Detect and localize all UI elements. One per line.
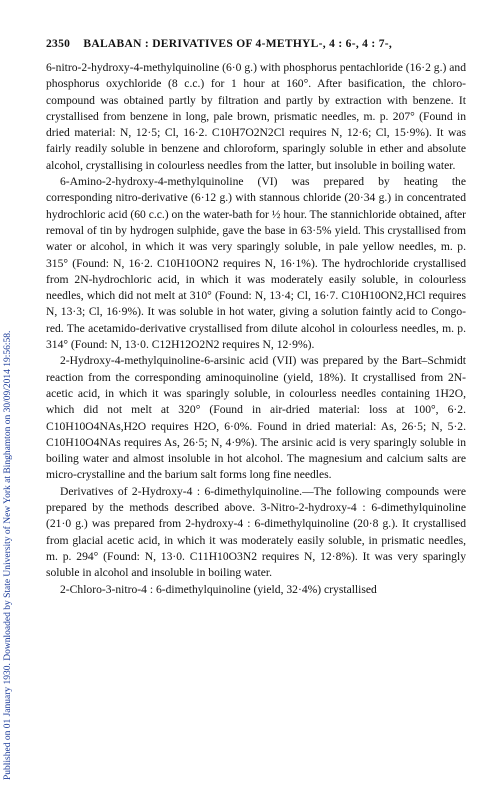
paragraph-dimethylquinoline-derivatives: Derivatives of 2-Hydroxy-4 : 6-dimethylquinoline.—The following compounds were prepared by the methods described above. 3-Nitro-2-hydroxy-4 : 6-dimethylquinoline (21·0 g.) was prepared from 2-hydroxy-4 : 6-dimethylquinoline (20·8 g.). It crystallised from glacial acetic acid, in which it was moderately easily soluble, in prismatic needles, m. p. 294° (Found: N, 13·0. C11H10O3N2 requires N, 12·8%). It was very sparingly soluble in alcohol and insoluble in boiling water.	[46, 484, 466, 580]
running-head	[46, 38, 466, 50]
download-watermark: Published on 01 January 1930. Downloaded by State University of New York at Binghamton on 30/09/2014 19:56:58.	[3, 330, 13, 780]
paragraph-chloro-compound: 6-nitro-2-hydroxy-4-methylquinoline (6·0 g.) with phosphorus pentachloride (16·2 g.) and phosphorus oxychloride (8 c.c.) for 1 hour at 160°. After basification, the chloro-compound was obtained partly by filtration and partly by extraction with benzene. It crystallised from benzene in long, pale brown, prismatic needles, m. p. 207° (Found in dried material: N, 12·5; Cl, 16·2. C10H7O2N2Cl requires N, 12·6; Cl, 15·9%). It was fairly readily soluble in benzene and chloroform, sparingly soluble in ether and absolute alcohol, crystallising in colourless needles from the latter, but insoluble in boiling water.	[46, 61, 466, 172]
paragraph-amino-quinoline: 6-Amino-2-hydroxy-4-methylquinoline (VI) was prepared by heating the corresponding nitro-derivative (6·12 g.) with stannous chloride (20·34 g.) in concentrated hydrochloric acid (60 c.c.) on the water-bath for ½ hour. The stannichloride obtained, after removal of tin by hydrogen sulphide, gave the base in 63·5% yield. This crystallised from water or alcohol, in which it was very sparingly soluble, in pale yellow needles, m. p. 315° (Found: N, 16·2. C10H10ON2 requires N, 16·1%). The hydrochloride crystallised from 2N-hydrochloric acid, in which it was moderately easily soluble, in colourless needles, which did not melt at 310° (Found: N, 13·4; Cl, 16·7. C10H10ON2,HCl requires N, 13·3; Cl, 16·9%). It was soluble in hot water, giving a solution faintly acid to Congo-red. The acetamido-derivative crystallised from dilute alcohol in colourless needles, m. p. 314° (Found: N, 13·0. C12H12O2N2 requires N, 12·9%).	[46, 175, 466, 352]
paragraph-arsinic-acid: 2-Hydroxy-4-methylquinoline-6-arsinic acid (VII) was prepared by the Bart–Schmidt reaction from the corresponding aminoquinoline (yield, 18%). It crystallised from 2N-acetic acid, in which it was sparingly soluble, in colourless needles containing 1H2O, which did not melt at 320° (Found in air-dried material: loss at 100°, 6·2. C10H10O4NAs,H2O requires H2O, 6·0%. Found in dried material: As, 26·5; N, 5·2. C10H10O4NAs requires As, 26·5; N, 4·9%). The arsinic acid is very sparingly soluble in boiling water and almost insoluble in hot alcohol. The magnesium and calcium salts are micro-crystalline and the barium salt forms long fine needles.	[46, 354, 466, 482]
journal-page	[46, 38, 466, 598]
article-body	[46, 60, 466, 598]
page-number: 2350	[46, 38, 71, 50]
paragraph-chloro-nitro: 2-Chloro-3-nitro-4 : 6-dimethylquinoline (yield, 32·4%) crystallised	[60, 582, 377, 596]
running-title: BALABAN : DERIVATIVES OF 4-METHYL-, 4 : 6-, 4 : 7-,	[83, 38, 393, 50]
